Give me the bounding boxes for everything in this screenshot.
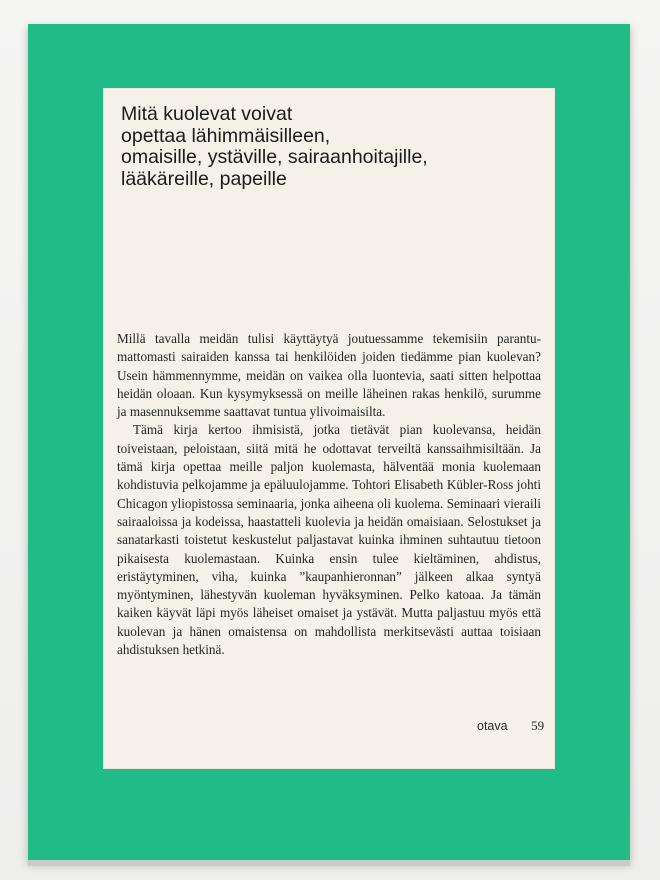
title-line: opettaa lähimmäisilleen, (121, 124, 331, 147)
blurb-paragraph: Tämä kirja kertoo ihmisistä, jotka tietävät pian kuolevansa, heidän toiveistaan, peloistaan, siitä mitä he odottavat terveiltä kanssaihmisiltään. Ja tämä kirja opettaa meille paljon kuolemasta, hälventää monia kuolemaan kohdistuvia pelkojamme ja epäluulojamme. Tohtori Elisabeth Kübler-Ross johti Chicagon yliopistossa seminaaria, jonka aiheena oli kuolema. Seminaari vieraili sairaaloissa ja kodeissa, haastatteli kuolevia ja heidän omaisiaan. Selostukset ja sanatarkasti toistetut keskustelut paljastavat kuinka ihminen suhtautuu tietoon pikaisesta kuolemastaan. Kuinka ensin tulee kieltäminen, ahdistus, eristäytyminen, viha, kuinka ”kaupanhieronnan” jälkeen alkaa syntyä myöntyminen, lähestyvän kuoleman hyväksyminen. Pelko katoaa. Ja tämän kaiken käyvät läpi myös läheiset omaiset ja ystävät. Mutta paljastuu myös että kuolevan ja hänen omaistensa on mahdollista merkitsevästi auttaa toisiaan ahdistuksen hetkinä. (117, 422, 541, 658)
title-line: omaisille, ystäville, sairaanhoitajille, (121, 146, 428, 168)
publisher-name: otava (477, 719, 508, 733)
imprint (477, 718, 544, 734)
title-line: lääkäreille, papeille (121, 167, 287, 190)
cover-title (121, 104, 541, 190)
catalog-code: 59 (531, 718, 545, 733)
title-line: Mitä kuolevat voivat (121, 103, 293, 125)
blurb (117, 330, 541, 659)
blurb-paragraph: Millä tavalla meidän tulisi käyttäytyä joutuessamme tekemisiin parantumattomasti sairaiden kanssa tai henkilöiden joiden tiedämme pian kuolevan? Usein hämmennymme, meidän on vaikea olla luontevia, saati sitten helpottaa heidän oloaan. Kun kysymyksessä on meille läheinen rakas henkilö, surumme ja masennuksemme saattavat tuntua ylivoimaisilta. (117, 331, 541, 420)
book-page-edge (28, 860, 630, 866)
